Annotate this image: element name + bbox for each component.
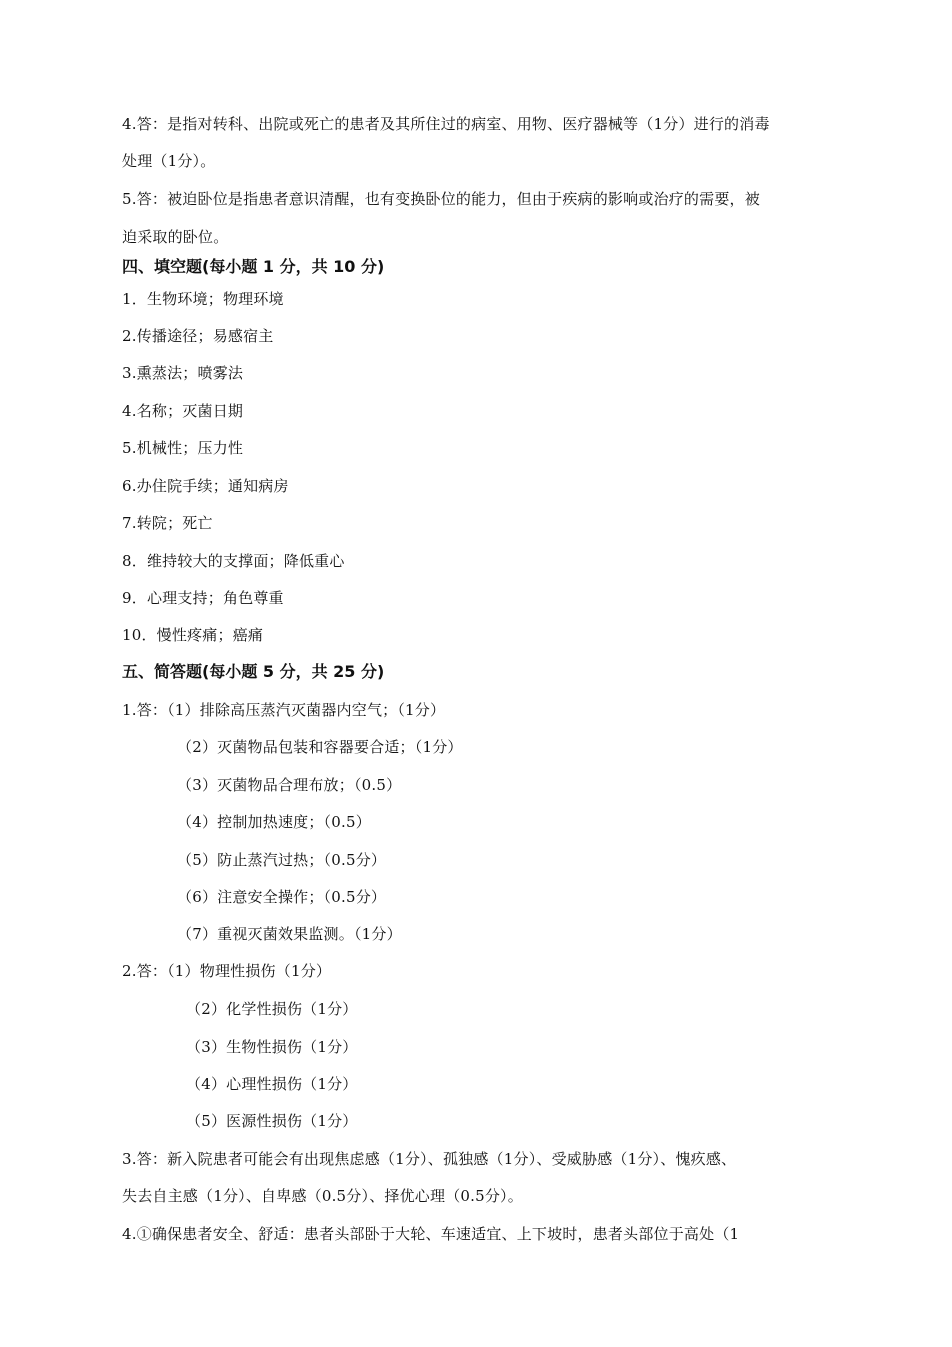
- short-answer-1-line-7: （7）重视灭菌效果监测。（1分）: [177, 925, 402, 943]
- answer-3-4-line-2: 处理（1分）。: [122, 152, 216, 170]
- short-answer-2-line-3: （3）生物性损伤（1分）: [186, 1038, 358, 1056]
- short-answer-1-line-4: （4）控制加热速度；（0.5）: [177, 813, 371, 831]
- short-answer-2-line-1: 2.答：（1）物理性损伤（1分）: [122, 962, 332, 980]
- section-5-heading: 五、简答题(每小题 5 分，共 25 分): [122, 662, 385, 681]
- fill-answer-8: 8．维持较大的支撑面；降低重心: [122, 552, 345, 570]
- section-4-heading: 四、填空题(每小题 1 分，共 10 分): [122, 257, 385, 276]
- answer-3-5-line-1: 5.答：被迫卧位是指患者意识清醒，也有变换卧位的能力，但由于疾病的影响或治疗的需要，被: [122, 190, 760, 208]
- fill-answer-4: 4.名称；灭菌日期: [122, 402, 244, 420]
- fill-answer-9: 9．心理支持；角色尊重: [122, 589, 284, 607]
- short-answer-1-line-3: （3）灭菌物品合理布放；（0.5）: [177, 776, 402, 794]
- short-answer-4-line-1: 4.①确保患者安全、舒适：患者头部卧于大轮、车速适宜、上下坡时，患者头部位于高处（1: [122, 1225, 740, 1243]
- answer-3-4-line-1: 4.答：是指对转科、出院或死亡的患者及其所住过的病室、用物、医疗器械等（1分）进行的消毒: [122, 115, 770, 133]
- short-answer-2-line-2: （2）化学性损伤（1分）: [186, 1000, 358, 1018]
- answer-3-5-line-2: 迫采取的卧位。: [122, 228, 229, 246]
- fill-answer-5: 5.机械性；压力性: [122, 439, 244, 457]
- fill-answer-1: 1．生物环境；物理环境: [122, 290, 284, 308]
- short-answer-2-line-5: （5）医源性损伤（1分）: [186, 1112, 358, 1130]
- fill-answer-6: 6.办住院手续；通知病房: [122, 477, 289, 495]
- fill-answer-10: 10．慢性疼痛；癌痛: [122, 626, 264, 644]
- short-answer-3-line-2: 失去自主感（1分）、自卑感（0.5分）、择优心理（0.5分）。: [122, 1187, 523, 1205]
- short-answer-1-line-5: （5）防止蒸汽过热；（0.5分）: [177, 851, 387, 869]
- short-answer-2-line-4: （4）心理性损伤（1分）: [186, 1075, 358, 1093]
- fill-answer-7: 7.转院；死亡: [122, 514, 213, 532]
- short-answer-3-line-1: 3.答：新入院患者可能会有出现焦虑感（1分）、孤独感（1分）、受威胁感（1分）、愧疚感、: [122, 1150, 737, 1168]
- short-answer-1-line-2: （2）灭菌物品包装和容器要合适；（1分）: [177, 738, 463, 756]
- fill-answer-2: 2.传播途径；易感宿主: [122, 327, 274, 345]
- short-answer-1-line-1: 1.答：（1）排除高压蒸汽灭菌器内空气；（1分）: [122, 701, 446, 719]
- fill-answer-3: 3.熏蒸法；喷雾法: [122, 364, 244, 382]
- short-answer-1-line-6: （6）注意安全操作；（0.5分）: [177, 888, 387, 906]
